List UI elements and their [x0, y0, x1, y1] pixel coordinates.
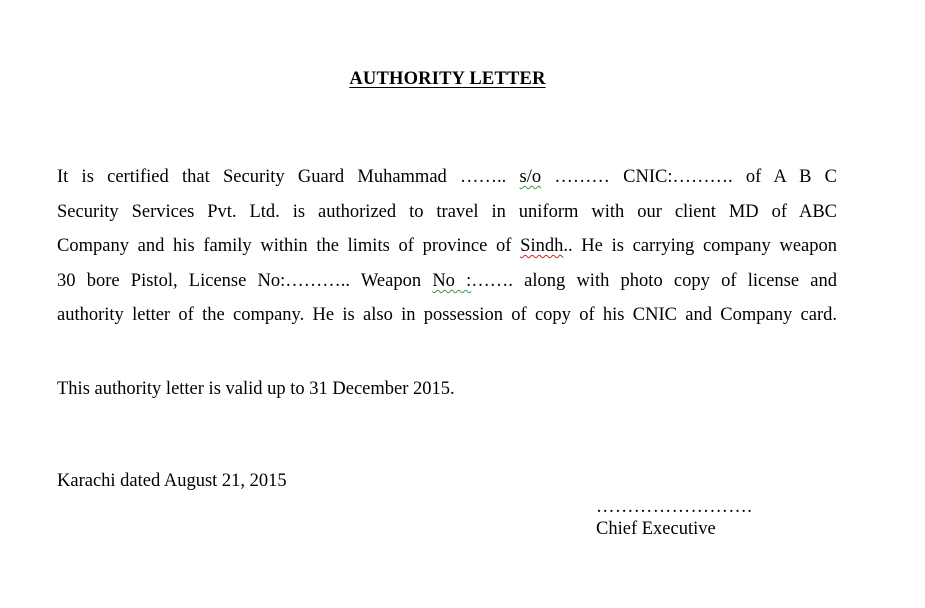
text-segment: ……… CNIC:………. of A B C — [541, 167, 838, 187]
text-segment: ……. along with photo copy of license and — [471, 270, 838, 291]
place-and-date: Karachi dated August 21, 2015 — [57, 471, 287, 491]
letter-title: AUTHORITY LETTER — [349, 69, 546, 89]
signature-line: ……………………. — [596, 497, 753, 517]
grammar-flagged-text[interactable]: No : — [432, 270, 472, 291]
grammar-flagged-text[interactable]: s/o — [519, 167, 542, 187]
body-line — [57, 195, 837, 230]
text-segment: 30 bore Pistol, License No:……….. Weapon — [57, 270, 433, 291]
signatory-title: Chief Executive — [596, 519, 716, 539]
validity-statement: This authority letter is valid up to 31 December 2015. — [57, 379, 455, 399]
body-paragraph — [57, 160, 837, 333]
text-segment: .. He is carrying company weapon — [563, 236, 838, 257]
spelling-flagged-text[interactable]: Sindh — [520, 236, 564, 257]
signature-block — [596, 496, 752, 540]
body-line — [57, 229, 837, 264]
body-line — [57, 264, 837, 299]
text-segment: Security Services Pvt. Ltd. is authorized to travel in uniform with our client MD of ABC — [57, 201, 837, 222]
text-segment: authority letter of the company. He is also in possession of copy of his CNIC and Company card. — [57, 305, 837, 326]
text-segment: Company and his family within the limits of province of — [57, 236, 521, 257]
body-line — [57, 160, 837, 195]
body-line — [57, 298, 837, 333]
text-segment: It is certified that Security Guard Muhammad …….. — [57, 167, 520, 187]
